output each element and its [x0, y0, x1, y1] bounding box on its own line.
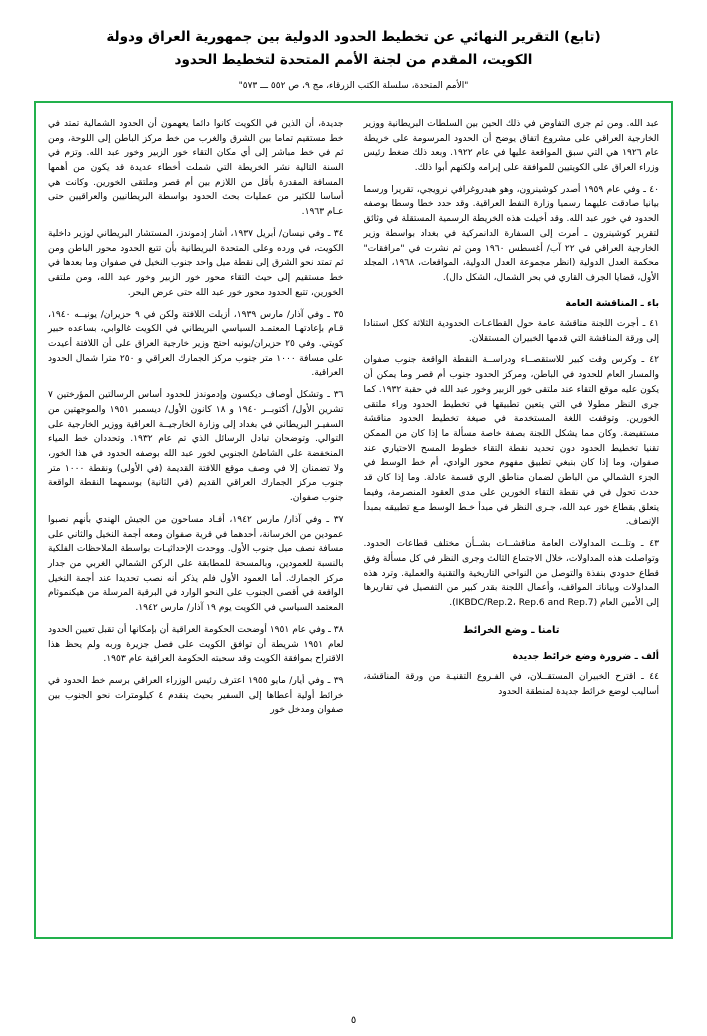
paragraph: جديدة، أن الذين في الكويت كانوا دائما يعهمون أن الحدود الشمالية تمتد في خط مستقيم تماما بين الشرق والغرب من خط مركز الباطن إلى اللوحة، ومن ثم في خط مباشر إلى أي مكان التقاء خور الزبير وخور عبد الله. وتزم في السنة التالية نشر الخريطة التي شملت أخطاء عديدة قد يكون من أهمها المسافة المقدرة بأقل من اللازم بين أم قصر وملتقى الخورين. وكانت هي أساسا للكثير من عمليات بحث الحدود بواسطة البريطانيين والعراقيين حتى عـام ١٩٦٣.: [48, 118, 344, 218]
document-header: [34, 26, 673, 91]
paragraph: ٣٥ ـ وفي آذار/ مارس ١٩٣٩، أزيلت اللافتة ولكن في ٩ حزيران/ يونيــه ١٩٤٠، قـام بإعادتهـا المعتمـد السياسي البريطاني في الكويت غالوابي، بساعده حبير كويتي. وفي ٢٥ حزيران/يونيه احتج وزير خارجية العراق على أن اللافتة أعيدت على مسافة ١٠٠٠ متر جنوب مركز الجمارك العراقي و ٢٥٠ مترا شمال الحدود العراقية.: [48, 309, 344, 379]
content-frame: [34, 101, 673, 939]
paragraph: ٣٤ ـ وفي نيسان/ أبريل ١٩٣٧، أشار إدموندز، المستشار البريطاني لوزير داخلية الكويت، في ورده وعلى المتحدة البريطانية بأن تتبع الحدود محور الباطن ومن ثم تمتد نحو الشرق إلى نقطة ميل واحد جنوب النخيل في صفوان وما بعدها في خط مستقيم إلى حيث التقاء محور خور الزبير وخور عبد الله، ومن ملتقى الخورين، تتبع الحدود محور خور عبد الله حتى عرض البحر.: [48, 228, 344, 298]
paragraph: ٤٢ ـ وكرس وقت كبير للاستقصــاء ودراســة النقطة الواقعة جنوب صفوان والمسار العام للحدود في الباطن، ومركز الحدود جنوب أم قصر وما يمكن أن يكون عليه موقع التقاء عند ملتقى خور الزبير وخور عبد الله في حقبة ١٩٣٢. كما جرى النظر مطولا في التي يتعين تطبيقها في تخطيط الحدود وراء ملتقى الخورين. وتوقفت اللغة المستخدمة في صيغة تخطيط الحدود مناقشة مستفيضة. وكان مما يشكل اللجنة بصفة خاصة مسألة ما إذا كان من الممكن تقنيا تخطيط الحدود دون تحديد نقطة التقاء خطوط المسح الاحتياري عند صفوان، وما إذا كان بنبغي تطبيق مفهوم محور الوادي، أم خط الوسط في الجزء الشمالي من الباطن لضمان مناطق الري قسمة عادلة. وما إذا كان قد حدث تحول في في نقطة التقاء الخورين على مدى العقود المنصرمة، وفيما يتعلق بقطاع خور عبد الله، جـرى النظر في مبدأ خـط الوسط مـع تطبيقه بمبدأ الإنصاف.: [363, 355, 660, 528]
paragraph: ٤١ ـ أجرت اللجنة مناقشة عامة حول القطاعـات الحدودية الثلاثة ككل استنادا إلى ورقة المناقشة التي قدمها الخبيران المستقلان.: [363, 319, 659, 344]
paragraph: ٤٣ ـ وتلــت المداولات العامة مناقشــات بشــأن مختلف قطاعات الحدود. وتواصلت هذه المداولات، خلال الاجتماع الثالث وجرى النظر في كل مسألة وفق قطاع حدودي بنفذة والتوصل من النواحي التاريخية والتقنية والعملية. وترد هذه المداولات وبياناتـ المواقف، وأعمال اللجنة بقدر كبير من التفصيل في تقاريرها إلى الأمين العام (IKBDC/Rep.2، Rep.6 and Rep.7).: [363, 539, 659, 608]
section-heading-c: تامنا ـ وضع الخرائط: [462, 624, 560, 636]
section-heading-b: باء ـ المناقشة العامة: [565, 297, 659, 309]
right-column: [48, 117, 344, 927]
paragraph: ٤٤ ـ اقترح الخبيران المستقــلان، في الفـروع التقنيـة من ورقة المناقشة، أساليب لوضع خرائط جديدة لمنطقة الحدود: [363, 672, 659, 697]
two-column-layout: [48, 117, 659, 927]
page-number: ٥: [350, 1015, 357, 1026]
header-title-line-1: (تابع) التقرير النهائي عن تخطيط الحدود الدولية بين جمهورية العراق ودولة: [106, 29, 601, 45]
paragraph: ٤٠ ـ وفي عام ١٩٥٩ أصدر كوشينرون، وهو هيدروغرافي نرويجي، تقريرا ورسما بيانيا صادقت عليهما رسميا وزارة النفط العراقية. وقد حدد خطا وسطا بوصفه الحدود في خور عبد الله. وقد أخيلت هذه الخريطة الرسمية المستقلة في وثائق لتقرير كوشينرون ـ أمرت إلى السفارة الدانمركية في بغداد بواسطة وزير الخارجية العراقي في ٢٢ آب/ أغسطس ١٩٦٠ ومن ثم نشرت في "مرافقات" محكمة العدل الدولية (انظر مجموعة العدل الدولية، المواقعات، ١٩٦٨، المجلد الأول، قضايا الجرف القاري في بحر الشمال، الشكل دال).: [363, 184, 660, 284]
header-title-line-2: الكويت، المقدم من لجنة الأمم المتحدة لتخطيط الحدود: [174, 51, 533, 68]
section-heading-d: ألف ـ ضرورة وضع خرائط جديدة: [512, 650, 659, 662]
paragraph: ٣٦ ـ وتشكل أوصاف ديكسون وإدموندز للحدود أساس الرسالتين المؤرختين ٧ تشرين الأول/ أكتوبــر ١٩٤٠ و ١٨ كانون الأول/ ديسمبر ١٩٥١ والموجهتين من السفيـر البريطاني في بغداد إلى وزارة الخارجيــة العراقية ووزير الخارجية على التوالي. وتوضحان تبادل الرسائل الذي تم عام ١٩٣٢. وتحددان خط المياء المنخفضة على الشاطئ الجنوبي لخور عبد الله بوصفه الحدود في هذا الخور، ولا تضمنان إلا في وصف موقع اللافتة القديمة (في الأولى) ونقطة ١٠٠٠ متر جنوب مركز الجمارك العراقي القديم (في الثانية) بوسمهما النقطة الواقعة جنوب صفوان.: [48, 390, 344, 504]
paragraph: ٣٨ ـ وفي عام ١٩٥١ أوضحت الحكومة العراقية أن بإمكانها أن تقبل تعيين الحدود لعام ١٩٥١ شريطة أن توافق الكويت على فصل جزيرة وربه ولم يحظ هذا الاقتراح بموافقة الكويت وقد سحبته الحكومة العراقية عام ١٩٥٣.: [48, 624, 344, 665]
header-subtitle: "الأمم المتحدة، سلسلة الكتب الزرقاء، مج ٩، ص ٥٥٢ ـــ ٥٧٣": [238, 80, 469, 91]
left-column: [364, 117, 660, 927]
paragraph: عبد الله. ومن ثم جرى التفاوض في ذلك الحين بين السلطات البريطانية ووزير الخارجية العراقي على مشروع اتفاق يوضح أن الحدود المرسومة على خريطة عام ١٩٢٦ هي التي سبق المواقعة عليها في عام ١٩٢٢. وبعد ذلك ضغط رئيس وزراء العراق على الكويتيين للموافقة على إبرامه ولكنهم أبوا ذلك.: [363, 118, 659, 174]
paragraph: ٣٧ ـ وفي آذار/ مارس ١٩٤٢، أفـاد مساحون من الجيش الهندي بأنهم نصبوا عمودين من الخرسانة، أحدهما في قرية صفوان ومعه أجمة النخيل والثاني على مسافة نصف ميل جنوب الأول. ووحدت الإحداثيـات بواسطة الملاحظات الفلكية بالنسبة للعمودين، وبالمسحة للمطابقة على الركن الشمالي الغربي من جدار مركز الجمارك. أما العمود الأول فلم يذكر أنه نصب تحديدا عند أجمة النخيل الواقعة في أقصى الجنوب على النحو الوارد في البرقية المرسلة من هيكنموثام المعتمد السياسي في الكويت يوم ١٩ آذار/ مارس ١٩٤٢.: [48, 514, 344, 614]
paragraph: ٣٩ ـ وفي أيار/ مايو ١٩٥٥ اعترف رئيس الوزراء العراقي برسم خط الحدود في خرائط أولية أعطاها إلى السفير بحيث ينقدم ٤ كيلومترات نحو الجنوب بين صفوان ومدخل خور: [48, 676, 344, 716]
